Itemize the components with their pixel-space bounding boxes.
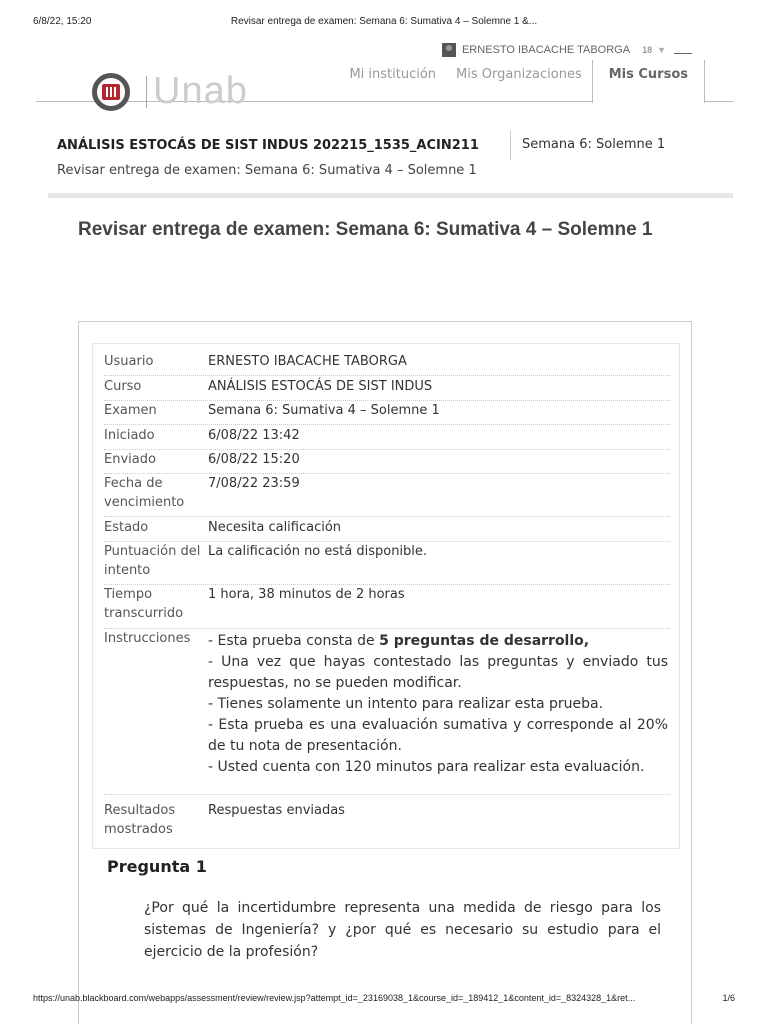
unab-emblem-icon (92, 73, 130, 111)
question-text: ¿Por qué la incertidumbre representa una medida de riesgo para los sistemas de Ingeniería? y ¿por qué es necesario su estudio para el ejercicio de la profesión? (144, 900, 661, 960)
course-title[interactable]: ANÁLISIS ESTOCÁS DE SIST INDUS 202215_1535_ACIN211 (57, 138, 479, 153)
instruction-line: - Esta prueba es una evaluación sumativa y corresponde al 20% (208, 717, 668, 733)
unab-logo[interactable] (92, 70, 248, 113)
tab-mi-institucion[interactable]: Mi institución (349, 67, 437, 82)
detail-value: ERNESTO IBACACHE TABORGA (208, 354, 407, 369)
detail-label: Iniciado (104, 428, 155, 443)
detail-label: Examen (104, 403, 157, 418)
divider (48, 193, 733, 198)
question-heading: Pregunta 1 (107, 857, 207, 876)
detail-row-enviado (104, 450, 670, 474)
user-name[interactable]: ERNESTO IBACACHE TABORGA (461, 44, 631, 56)
detail-row-resultados (104, 801, 670, 844)
detail-row-vencimiento (104, 474, 670, 517)
detail-value: Semana 6: Sumativa 4 – Solemne 1 (208, 403, 440, 418)
detail-row-tiempo (104, 585, 670, 629)
instruction-line: de tu nota de presentación. (208, 738, 402, 754)
detail-label: Usuario (104, 354, 154, 369)
review-panel (78, 321, 692, 1024)
top-navigation (36, 60, 733, 112)
detail-label: Estado (104, 520, 149, 535)
detail-row-estado (104, 518, 670, 542)
detail-value: 6/08/22 15:20 (208, 452, 300, 467)
course-week-link[interactable]: Semana 6: Solemne 1 (522, 137, 666, 152)
detail-row-curso (104, 377, 670, 401)
tab-mis-organizaciones[interactable]: Mis Organizaciones (456, 67, 582, 82)
detail-value: 7/08/22 23:59 (208, 476, 300, 491)
instruction-line: - Esta prueba consta de (208, 633, 380, 649)
detail-label: Instrucciones (104, 631, 191, 646)
detail-label: Resultados mostrados (104, 803, 176, 837)
detail-row-instrucciones (104, 629, 670, 795)
logo-text: Unab (153, 70, 248, 112)
detail-label: Fecha de vencimiento (104, 476, 185, 510)
detail-row-puntuacion (104, 542, 670, 585)
detail-label: Curso (104, 379, 142, 394)
detail-value: La calificación no está disponible. (208, 544, 428, 559)
detail-row-iniciado (104, 426, 670, 450)
attempt-details (92, 343, 680, 849)
notification-count-badge[interactable]: 18 (642, 45, 653, 55)
breadcrumb: Revisar entrega de examen: Semana 6: Sumativa 4 – Solemne 1 (57, 163, 477, 178)
instruction-bold: 5 preguntas de desarrollo, (379, 633, 590, 649)
instruction-line: - Tienes solamente un intento para realizar esta prueba. (208, 696, 604, 712)
instructions-text (208, 631, 668, 778)
instruction-line: - Una vez que hayas contestado las preguntas y enviado tus (208, 654, 668, 670)
detail-row-usuario (104, 352, 670, 376)
logout-link-placeholder[interactable] (674, 46, 692, 54)
detail-value: ANÁLISIS ESTOCÁS DE SIST INDUS (208, 379, 433, 394)
detail-value: 1 hora, 38 minutos de 2 horas (208, 587, 405, 602)
tab-mis-cursos[interactable]: Mis Cursos (592, 60, 705, 103)
detail-label: Puntuación del intento (104, 544, 201, 578)
detail-value: 6/08/22 13:42 (208, 428, 300, 443)
page-title: Revisar entrega de examen: Semana 6: Sumativa 4 – Solemne 1 (78, 219, 653, 240)
user-menu[interactable] (442, 42, 692, 58)
print-date: 6/8/22, 15:20 (33, 16, 92, 27)
print-url: https://unab.blackboard.com/webapps/assessment/review/review.jsp?attempt_id=_23169038_1&course_id=_189412_1&content_id=_8324328_1&ret... (33, 993, 636, 1003)
detail-value: Respuestas enviadas (208, 803, 345, 818)
print-doc-title: Revisar entrega de examen: Semana 6: Sumativa 4 – Solemne 1 &... (230, 16, 538, 27)
detail-label: Enviado (104, 452, 156, 467)
print-header (0, 16, 768, 32)
print-footer (0, 993, 768, 1007)
nav-tabs (339, 60, 705, 102)
instruction-line: respuestas, no se pueden modificar. (208, 675, 462, 691)
detail-row-examen (104, 401, 670, 425)
detail-label: Tiempo transcurrido (104, 587, 184, 621)
detail-value: Necesita calificación (208, 520, 342, 535)
avatar (442, 43, 456, 57)
instruction-line: - Usted cuenta con 120 minutos para realizar esta evaluación. (208, 759, 645, 775)
print-page-number: 1/6 (722, 993, 735, 1003)
chevron-down-icon[interactable]: ▼ (657, 45, 666, 55)
